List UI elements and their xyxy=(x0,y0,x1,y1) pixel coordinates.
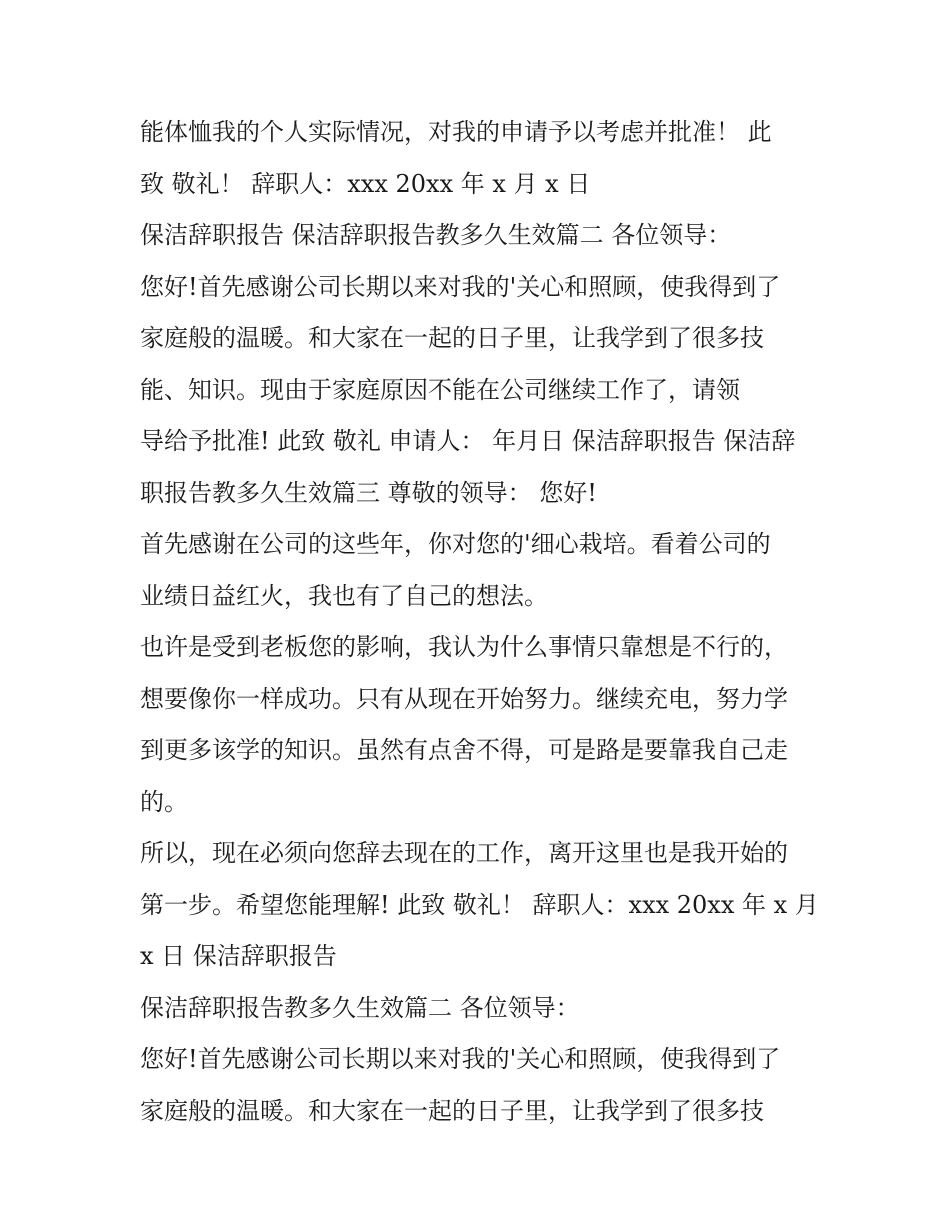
text-line: 第一步。希望您能理解! 此致 敬礼！ 辞职人：xxx 20xx 年 x 月 xyxy=(140,890,819,919)
text-line: 家庭般的温暖。和大家在一起的日子里，让我学到了很多技 xyxy=(140,1096,764,1125)
text-line: 致 敬礼！ 辞职人：xxx 20xx 年 x 月 x 日 xyxy=(140,169,591,198)
text-line: 保洁辞职报告教多久生效篇二 各位领导： xyxy=(140,993,580,1022)
text-line: 家庭般的温暖。和大家在一起的日子里，让我学到了很多技 xyxy=(140,324,764,352)
text-line: 所以，现在必须向您辞去现在的工作，离开这里也是我开始的 xyxy=(140,839,788,867)
text-line: 能、知识。现由于家庭原因不能在公司继续工作了，请领 xyxy=(140,375,740,404)
text-line: 能体恤我的个人实际情况，对我的申请予以考虑并批准！ 此 xyxy=(140,118,772,146)
text-line: 您好!首先感谢公司长期以来对我的'关心和照顾，使我得到了 xyxy=(140,272,781,301)
text-line: 您好!首先感谢公司长期以来对我的'关心和照顾，使我得到了 xyxy=(140,1045,781,1073)
text-line: 首先感谢在公司的这些年，你对您的'细心栽培。看着公司的 xyxy=(140,530,771,558)
document-body xyxy=(140,107,840,1137)
text-line: 想要像你一样成功。只有从现在开始努力。继续充电，努力学 xyxy=(140,684,788,713)
text-line: 业绩日益红火，我也有了自己的想法。 xyxy=(140,581,548,610)
text-line: x 日 保洁辞职报告 xyxy=(140,942,337,970)
text-line: 到更多该学的知识。虽然有点舍不得，可是路是要靠我自己走 xyxy=(140,736,788,764)
text-line: 的。 xyxy=(140,787,188,816)
text-line: 也许是受到老板您的影响，我认为什么事情只靠想是不行的， xyxy=(140,633,788,661)
text-line: 保洁辞职报告 保洁辞职报告教多久生效篇二 各位领导： xyxy=(140,221,732,249)
text-line: 职报告教多久生效篇三 尊敬的领导： 您好! xyxy=(140,478,597,507)
text-line: 导给予批准! 此致 敬礼 申请人： 年月日 保洁辞职报告 保洁辞 xyxy=(140,427,796,455)
